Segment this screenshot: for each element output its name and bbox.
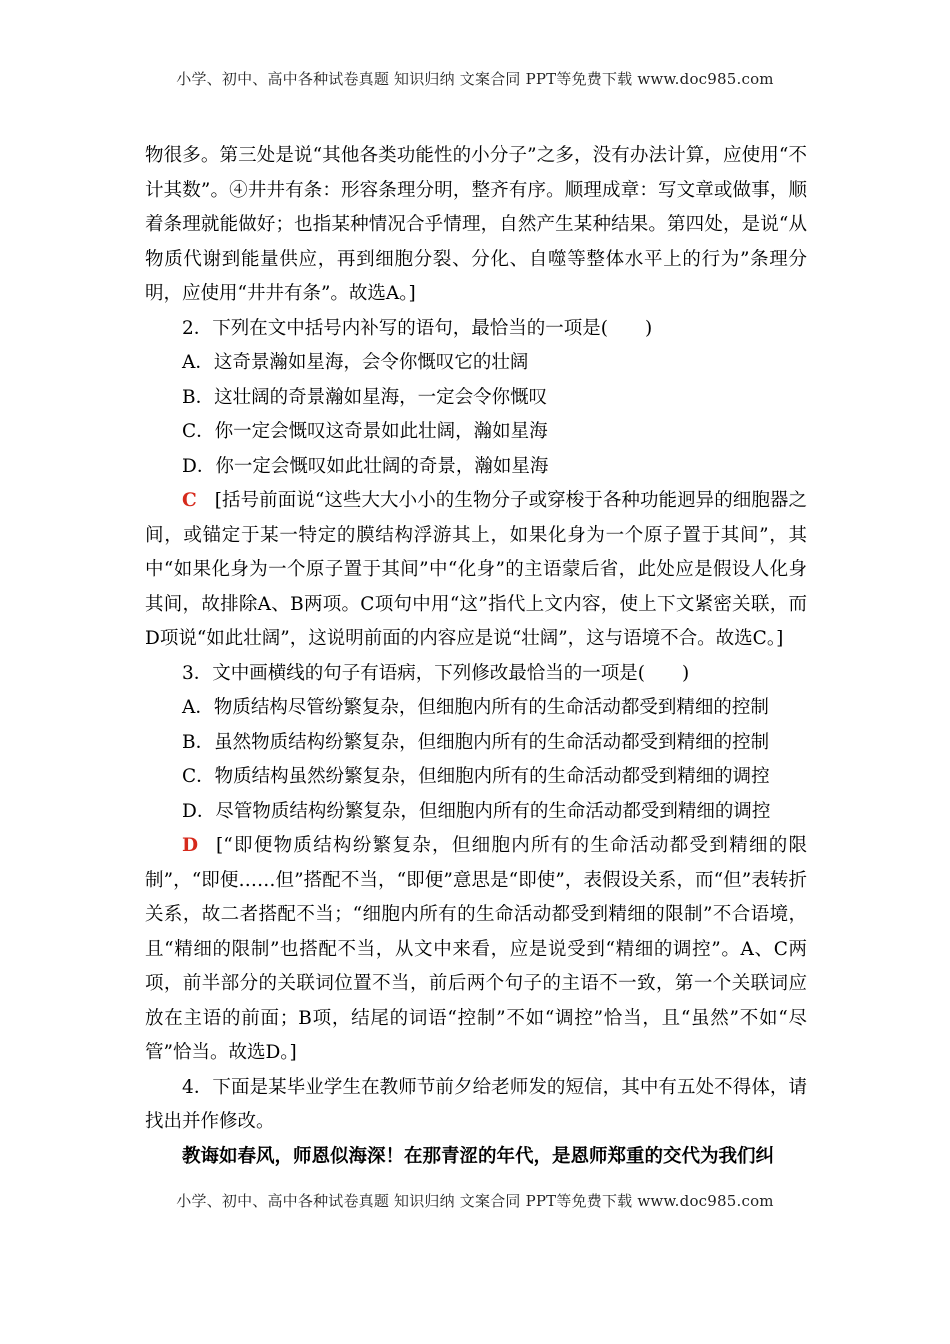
question-3-option-b: B．虽然物质结构纷繁复杂，但细胞内所有的生命活动都受到精细的控制 <box>182 731 770 753</box>
question-2-stem: 2．下列在文中括号内补写的语句，最恰当的一项是( ) <box>182 317 653 339</box>
question-2-option-c: C．你一定会慨叹这奇景如此壮阔，瀚如星海 <box>182 421 548 442</box>
question-3-stem: 3．文中画横线的句子有语病，下列修改最恰当的一项是( ) <box>182 662 690 684</box>
question-3-option-c: C．物质结构虽然纷繁复杂，但细胞内所有的生命活动都受到精细的调控 <box>182 766 770 787</box>
question-3-option-a: A．物质结构尽管纷繁复杂，但细胞内所有的生命活动都受到精细的控制 <box>182 697 769 718</box>
question-3-answer-block <box>145 829 807 1071</box>
intro-explanation: 物很多。第三处是说“其他各类功能性的小分子”之多，没有办法计算，应使用“不计其数”。④井井有条：形容条理分明，整齐有序。顺理成章：写文章或做事，顺着条理就能做好；也指某种情况合乎情理，自然产生某种结果。第四处，是说“从物质代谢到能量供应，再到细胞分裂、分化、自噬等整体水平上的行为”条理分明，应使用“井井有条”。故选A。] <box>145 145 807 304</box>
question-2-explanation: [括号前面说“这些大大小小的生物分子或穿梭于各种功能迥异的细胞器之间，或锚定于某一特定的膜结构浮游其上，如果化身为一个原子置于其间”，其中“如果化身为一个原子置于其间”中“化身”的主语蒙后省，此处应是假设人化身其间，故排除A、B两项。C项句中用“这”指代上文内容，使上下文紧密关联，而D项说“如此壮阔”，这说明前面的内容应是说“壮阔”，这与语境不合。故选C。] <box>145 490 807 649</box>
question-2-option-d: D．你一定会慨叹如此壮阔的奇景，瀚如星海 <box>182 455 549 477</box>
question-4-message: 教诲如春风，师恩似海深！在那青涩的年代，是恩师郑重的交代为我们纠 <box>182 1145 775 1167</box>
question-3-option-d: D．尽管物质结构纷繁复杂，但细胞内所有的生命活动都受到精细的调控 <box>182 800 771 822</box>
question-2-option-b: B．这壮阔的奇景瀚如星海，一定会令你慨叹 <box>182 386 548 408</box>
question-3-answer: D <box>182 835 199 856</box>
document-body <box>145 139 807 1174</box>
question-4-stem: 4．下面是某毕业学生在教师节前夕给老师发的短信，其中有五处不得体，请找出并作修改。 <box>145 1076 807 1132</box>
question-2-answer: C <box>182 490 197 511</box>
page-footer: 小学、初中、高中各种试卷真题 知识归纳 文案合同 PPT等免费下载 www.doc985.com <box>176 1192 774 1210</box>
question-2-answer-block <box>145 484 807 657</box>
page-header: 小学、初中、高中各种试卷真题 知识归纳 文案合同 PPT等免费下载 www.doc985.com <box>176 70 774 88</box>
question-3-explanation: [“即便物质结构纷繁复杂，但细胞内所有的生命活动都受到精细的限制”，“即便……但”搭配不当，“即便”意思是“即使”，表假设关系，而“但”表转折关系，故二者搭配不当；“细胞内所有的生命活动都受到精细的限制”不合语境，且“精细的限制”也搭配不当，从文中来看，应是说受到“精细的调控”。A、C两项，前半部分的关联词位置不当，前后两个句子的主语不一致，第一个关联词应放在主语的前面；B项，结尾的词语“控制”不如“调控”恰当，且“虽然”不如“尽管”恰当。故选D。] <box>145 835 807 1063</box>
question-2-option-a: A．这奇景瀚如星海，会令你慨叹它的壮阔 <box>182 352 529 373</box>
